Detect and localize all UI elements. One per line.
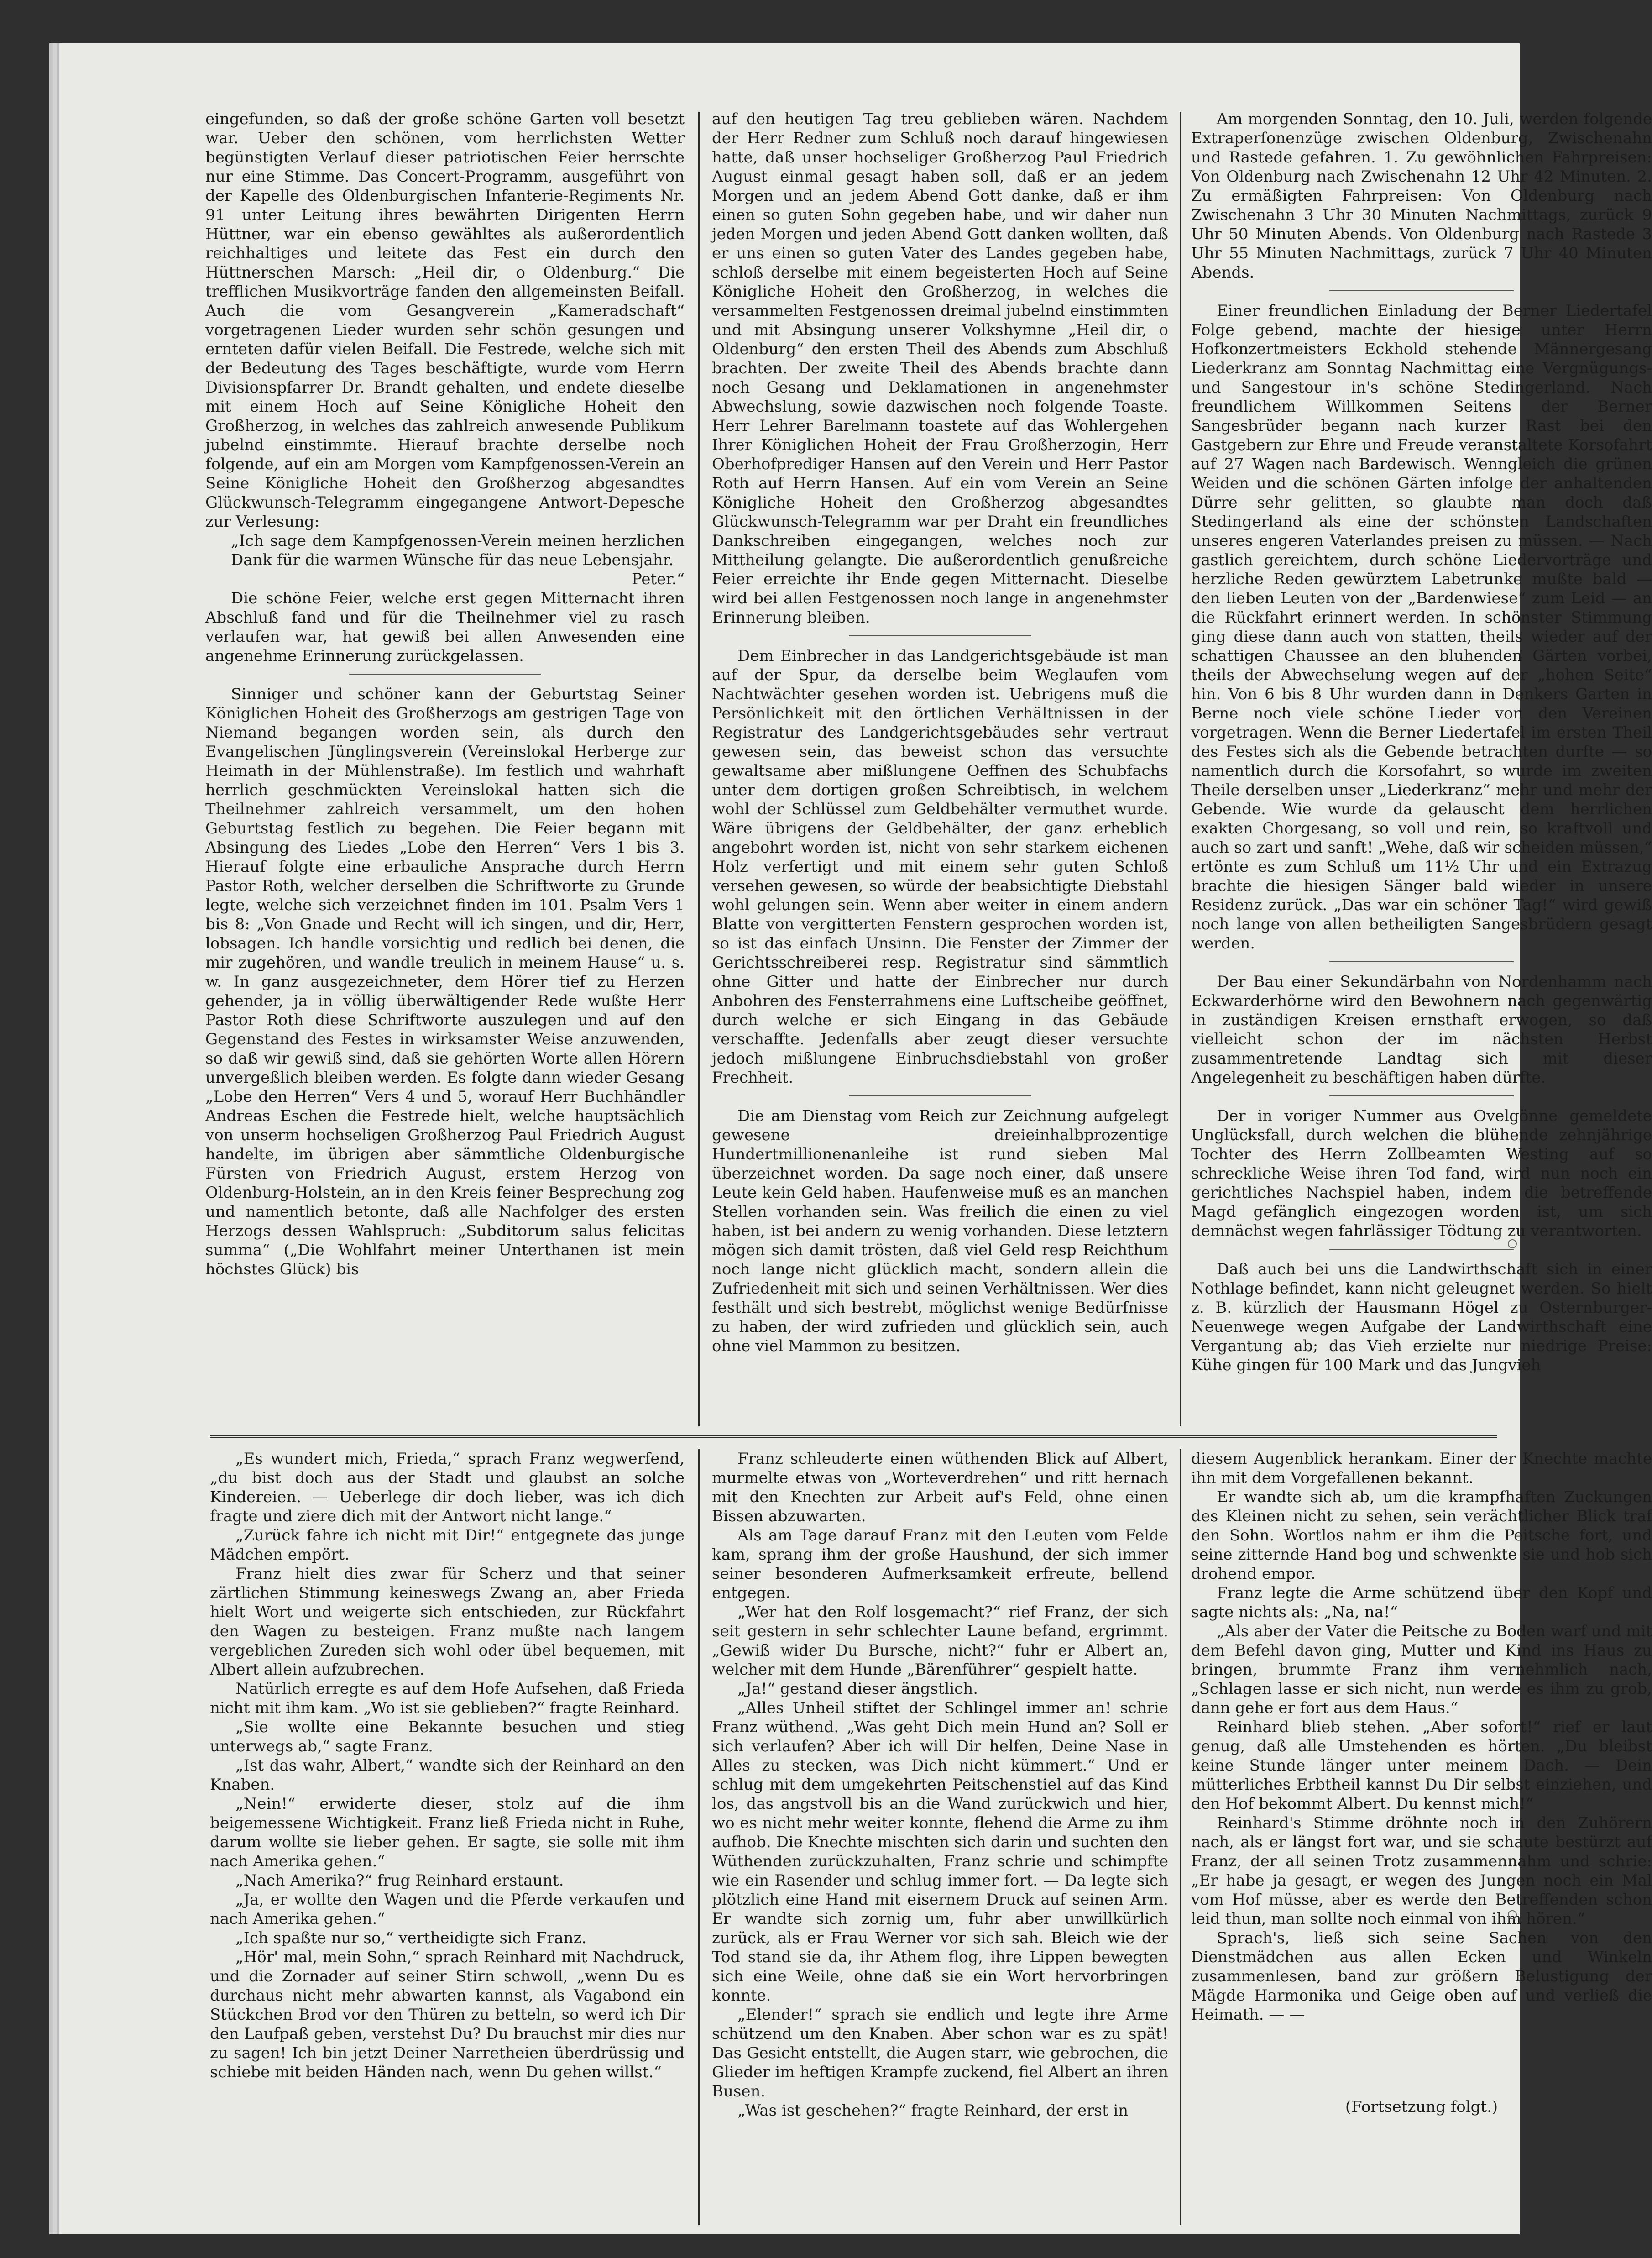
story-paragraph: Reinhard's Stimme dröhnte noch in den Zuhörern nach, als er längst fort war, und sie schaute bestürzt auf Franz, der all seinen Trotz zusammennahm und schrie: „Er habe ja gesagt, er wegen des Jungen noch ein Mal vom Hof müsse, aber es werde den Betreffenden schon leid thun, man sollte noch einmal von ihm hören.“ (1191, 1814, 1652, 1928)
story-paragraph: „Elender!“ sprach sie endlich und legte ihre Arme schützend um den Knaben. Aber schon war es zu spät! Das Gesicht entstellt, die Augen starr, wie gebrochen, die Glieder im heftigen Krampfe zuckend, fiel Albert an ihren Busen. (712, 2006, 1168, 2101)
news-paragraph: Daß auch bei uns die Landwirthschaft sich in einer Nothlage befindet, kann nicht geleugnet werden. So hielt z. B. kürzlich der Hausmann Högel zu Osternburger-Neuenwege wegen Aufgabe der Landwirthschaft eine Vergantung ab; das Vieh erzielte nur niedrige Preise: Kühe gingen für 100 Mark und das Jungvieh (1191, 1260, 1652, 1374)
article-divider (849, 1095, 1031, 1096)
story-paragraph: „Hör' mal, mein Sohn,“ sprach Reinhard mit Nachdruck, und die Zornader auf seiner Stirn schwoll, „wenn Du es durchaus nicht mehr abwarten kannst, als Vagabond ein Stückchen Brod vor den Thüren zu betteln, so werd ich Dir den Laufpaß geben, verstehst Du? Du brauchst mir dies nur zu sagen! Ich bin jetzt Deiner Narretheien überdrüssig und schiebe mit beiden Händen nach, wenn Du gehen willst.“ (210, 1948, 685, 2081)
ring-hole-mark (1508, 1910, 1517, 1919)
story-paragraph: „Sie wollte eine Bekannte besuchen und stieg unterwegs ab,“ sagte Franz. (210, 1718, 685, 1755)
ring-hole-mark (1508, 1239, 1517, 1248)
news-paragraph: Der in voriger Nummer aus Ovelgönne gemeldete Unglücksfall, durch welchen die blühende zehnjährige Tochter des Herrn Zollbeamten Westing auf so schreckliche Weise ihren Tod fand, wird nun noch ein gerichtliches Nachspiel haben, indem die betreffende Magd gefänglich eingezogen worden ist, um sich demnächst wegen fahrlässiger Tödtung zu verantworten. (1191, 1107, 1652, 1240)
telegram-signature: Peter.“ (632, 570, 685, 588)
feuilleton-column-2 (712, 1449, 1168, 2216)
story-paragraph: Natürlich erregte es auf dem Hofe Aufsehen, daß Frieda nicht mit ihm kam. „Wo ist sie geblieben?“ fragte Reinhard. (210, 1680, 685, 1717)
story-paragraph: „Was ist geschehen?“ fragte Reinhard, der erst in (737, 2101, 1129, 2120)
story-paragraph: „Ich spaßte nur so,“ vertheidigte sich Franz. (235, 1929, 587, 1947)
news-paragraph: Am morgenden Sonntag, den 10. Juli, werden folgende Extraperſonenzüge zwischen Oldenburg, Zwischenahn und Rastede gefahren. 1. Zu gewöhnlichen Fahrpreisen: Von Oldenburg nach Zwischenahn 12 Uhr 42 Minuten. 2. Zu ermäßigten Fahrpreisen: Von Oldenburg nach Zwischenahn 3 Uhr 30 Minuten Nachmittags, zurück 9 Uhr 50 Minuten Abends. Von Oldenburg nach Rastede 3 Uhr 55 Minuten Nachmittags, zurück 7 Uhr 40 Minuten Abends. (1191, 110, 1652, 282)
article-divider (1329, 290, 1514, 291)
news-paragraph: Der Bau einer Sekundärbahn von Nordenhamm nach Eckwarderhörne wird den Bewohnern nach gegenwärtig in zuständigen Kreisen ernsthaft erwogen, so daß vielleicht schon der im nächsten Herbst zusammentretende Landtag sich mit dieser Angelegenheit zu beschäftigen haben dürfte. (1191, 973, 1652, 1087)
newspaper-page (59, 43, 1652, 2234)
article-divider (1329, 961, 1514, 962)
story-paragraph: „Zurück fahre ich nicht mit Dir!“ entgegnete das junge Mädchen empört. (210, 1526, 685, 1564)
article-divider (1329, 1249, 1514, 1250)
story-paragraph: Als am Tage darauf Franz mit den Leuten vom Felde kam, sprang ihm der große Haushund, der sich immer seiner besonderen Aufmerksamkeit erfreute, bellend entgegen. (712, 1526, 1168, 1602)
story-paragraph: „Ja, er wollte den Wagen und die Pferde verkaufen und nach Amerika gehen.“ (210, 1891, 685, 1928)
news-paragraph: auf den heutigen Tag treu geblieben wären. Nachdem der Herr Redner zum Schluß noch darauf hingewiesen hatte, daß unser hochseliger Großherzog Paul Friedrich August einmal gesagt haben soll, daß er an jedem Morgen und an jedem Abend Gott danke, daß er ihm einen so guten Sohn gegeben habe, und wir daher nun jeden Morgen und jeden Abend Gott danken wollten, daß er uns einen so guten Vater des Landes gegeben habe, schloß derselbe mit einem begeisterten Hoch auf Seine Königliche Hoheit den Großherzog, in welches die versammelten Festgenossen dreimal jubelnd einstimmten und mit Absingung unserer Volkshymne „Heil dir, o Oldenburg“ den ersten Theil des Abends zum Abschluß brachten. Der zweite Theil des Abends brachte dann noch Gesang und Deklamationen in angenehmster Abwechslung, sowie dazwischen noch folgende Toaste. Herr Lehrer Barelmann toastete auf das Wohlergehen Ihrer Königlichen Hoheit der Frau Großherzogin, Herr Oberhofprediger Hansen auf den Verein und Herr Pastor Roth auf Herrn Hansen. Auf ein vom Verein an Seine Königliche Hoheit den Großherzog abgesandtes Glückwunsch-Telegramm war per Draht ein freundliches Dankschreiben eingegangen, welches noch zur Mittheilung gelangte. Die außerordentlich genußreiche Feier erreichte ihr Ende gegen Mitternacht. Dieselbe wird bei allen Festgenossen noch lange in angenehmster Erinnerung bleiben. (712, 110, 1168, 627)
story-paragraph: „Wer hat den Rolf losgemacht?“ rief Franz, der sich seit gestern in sehr schlechter Laune befand, ergrimmt. „Gewiß wider Du Bursche, nicht?“ fuhr er Albert an, welcher mit dem Hunde „Bärenführer“ gespielt hatte. (712, 1603, 1168, 1679)
story-paragraph: „Nach Amerika?“ frug Reinhard erstaunt. (235, 1871, 564, 1890)
story-paragraph: „Nein!“ erwiderte dieser, stolz auf die ihm beigemessene Wichtigkeit. Franz ließ Frieda nicht in Ruhe, darum wollte sie lieber gehen. Er sagte, sie solle mit ihm nach Amerika gehen.“ (210, 1795, 685, 1870)
news-paragraph: eingefunden, so daß der große schöne Garten voll besetzt war. Ueber den schönen, vom herrlichsten Wetter begünstigten Verlauf dieser patriotischen Feier herrschte nur eine Stimme. Das Concert-Programm, ausgeführt von der Kapelle des Oldenburgischen Infanterie-Regiments Nr. 91 unter Leitung ihres bewährten Dirigenten Herrn Hüttner, war ein ebenso gewähltes als außerordentlich reichhaltiges und leitete das Fest ein durch den Hüttnerschen Marsch: „Heil dir, o Oldenburg.“ Die trefflichen Musikvorträge fanden den allgemeinsten Beifall. Auch die vom Gesangverein „Kameradschaft“ vorgetragenen Lieder wurden sehr schön gesungen und ernteten dafür vielen Beifall. Die Festrede, welche sich mit der Bedeutung des Tages beschäftigte, wurde vom Herrn Divisionspfarrer Dr. Brandt gehalten, und endete dieselbe mit einem Hoch auf Seine Königliche Hoheit den Großherzog, in welches das zahlreich anwesende Publikum jubelnd einstimmte. Hierauf brachte derselbe noch folgende, auf ein am Morgen vom Kampfgenossen-Verein an Seine Königliche Hoheit den Großherzog abgesandtes Glückwunsch-Telegramm eingegangene Antwort-Depesche zur Verlesung: (205, 110, 685, 531)
feuilleton-column-3 (1191, 1449, 1652, 2216)
news-paragraph: Einer freundlichen Einladung der Berner Liedertafel Folge gebend, machte der hiesige unter Herrn Hofkonzertmeisters Eckhold stehende Männergesang Liederkranz am Sonntag Nachmittag eine Vergnügungs- und Sangestour in's schöne Stedingerland. Nach freundlichem Willkommen Seitens der Berner Sangesbrüder begann nach kurzer Rast bei den Gastgebern zur Ehre und Freude veranstaltete Korsofahrt auf 27 Wagen nach Bardewisch. Wenngleich die grünen Weiden und die schönen Gärten infolge der anhaltenden Dürre sehr gelitten, so glaubte man doch daß Stedingerland als eine der schönsten Landschaften unseres engeren Vaterlandes preisen zu müssen. — Nach gastlich gereichtem, durch schöne Liedervorträge und herzliche Reden gewürztem Labetrunke mußte bald — den lieben Leuten von der „Bardenwiese“ zum Leid — an die Rückfahrt erinnert werden. In schönster Stimmung ging diese dann auch von statten, theils wieder auf der schattigen Chaussee an den bluhenden Gärten vorbei, theils der Abwechselung wegen auf der „hohen Seite“ hin. Von 6 bis 8 Uhr wurden dann in Denkers Garten in Berne noch viele schöne Lieder von den Vereinen vorgetragen. Wenn die Berner Liedertafel im ersten Theil des Festes sich als die Gebende betrachten durfte — so namentlich durch die Korsofahrt, so wurde im zweiten Theile derselben unser „Liederkranz“ mehr und mehr der Gebende. Wie wurde da gelauscht dem herrlichen exakten Chorgesang, so voll und rein, so kraftvoll und auch so zart und sanft! „Wehe, daß wir scheiden müssen,“ ertönte es zum Schluß um 11½ Uhr und ein Extrazug brachte die hiesigen Sänger bald wieder in unsere Residenz zurück. „Das war ein schöner Tag!“ wird gewiß noch lange von allen betheiligten Sangesbrüdern gesagt werden. (1191, 302, 1652, 953)
story-paragraph: Reinhard blieb stehen. „Aber sofort!“ rief er laut genug, daß alle Umstehenden es hörten. „Du bleibst keine Stunde länger unter meinem Dach. — Dein mütterliches Erbtheil kannst Du Dir selbst einziehen, und den Hof bekommt Albert. Du kennst mich!“ (1191, 1718, 1652, 1813)
news-column-1 (205, 110, 685, 1420)
story-paragraph: „Als aber der Vater die Peitsche zu Boden warf und mit dem Befehl davon ging, Mutter und Kind ins Haus zu bringen, brummte Franz ihm vernehmlich nach, „Schlagen lasse er sich nicht, nun werde es ihm zu grob, dann gehe er fort aus dem Haus.“ (1191, 1622, 1652, 1717)
news-column-2 (712, 110, 1168, 1420)
column-rule (698, 112, 700, 1426)
story-paragraph: Franz schleuderte einen wüthenden Blick auf Albert, murmelte etwas von „Worteverdrehen“ und ritt hernach mit den Knechten zur Arbeit auf's Feld, ohne einen Bissen abzuwarten. (712, 1450, 1168, 1525)
column-rule (1180, 112, 1181, 1426)
feuilleton-separator (210, 1435, 1497, 1438)
article-divider (349, 674, 541, 675)
story-paragraph: Sprach's, ließ sich seine Sachen von den Dienstmädchen aus allen Ecken und Winkeln zusammenlesen, band zur größern Belustigung der Mägde Harmonika und Geige oben auf und verließ die Heimath. — — (1191, 1929, 1652, 2024)
column-rule (698, 1449, 700, 2225)
news-paragraph: Die am Dienstag vom Reich zur Zeichnung aufgelegt gewesene dreieinhalbprozentige Hundertmillionenanleihe ist rund sieben Mal überzeichnet worden. Da sage noch einer, daß unsere Leute kein Geld haben. Haufenweise muß es an manchen Stellen vorhanden sein. Was freilich die einen zu viel haben, ist bei andern zu wenig vorhanden. Diese letztern mögen sich damit trösten, daß viel Geld resp Reichthum noch lange nicht glücklich macht, sondern allein die Zufriedenheit mit sich und seinen Verhältnissen. Wer dies festhält und sich bestrebt, möglichst wenige Bedürfnisse zu haben, der wird zufrieden und glücklich sein, auch ohne viel Mammon zu besitzen. (712, 1107, 1168, 1355)
story-paragraph: Er wandte sich ab, um die krampfhaften Zuckungen des Kleinen nicht zu sehen, sein verächtlicher Blick traf den Sohn. Wortlos nahm er ihm die Peitsche fort, und seine zitternde Hand bog und schwenkte sie und hob sich drohend empor. (1191, 1488, 1652, 1583)
news-paragraph: Dem Einbrecher in das Landgerichtsgebäude ist man auf der Spur, da derselbe beim Weglaufen vom Nachtwächter gesehen worden ist. Uebrigens muß die Persönlichkeit mit den örtlichen Verhältnissen in der Registratur des Landgerichtsgebäudes sehr vertraut gewesen sein, das beweist schon das versuchte gewaltsame aber mißlungene Oeffnen des Schubfachs unter dem dortigen großen Schreibtisch, in welchem wohl der Schlüssel zum Geldbehälter vermuthet wurde. Wäre übrigens der Geldbehälter, der ganz erheblich angebohrt worden ist, nicht von sehr starkem eichenen Holz verfertigt und mit einem sehr guten Schloß versehen gewesen, so würde der beabsichtigte Diebstahl wohl gelungen sein. Wenn aber weiter in einem andern Blatte von vergitterten Fenstern gesprochen worden ist, so ist das einfach Unsinn. Die Fenster der Zimmer der Gerichtsschreiberei resp. Registratur sind sämmtlich ohne Gitter und hatte der Einbrecher nur durch Anbohren des Fensterrahmens eine Luftscheibe geöffnet, durch welche er sich Eingang in das Gebäude verschaffte. Jedenfalls aber zeugt dieser versuchte jedoch mißlungene Einbruchsdiebstahl von großer Frechheit. (712, 647, 1168, 1087)
continuation-note: (Fortsetzung folgt.) (1345, 2098, 1498, 2116)
story-paragraph: Franz legte die Arme schützend über den Kopf und sagte nichts als: „Na, na!“ (1191, 1584, 1652, 1621)
article-divider (849, 635, 1031, 636)
story-paragraph: „Es wundert mich, Frieda,“ sprach Franz wegwerfend, „du bist doch aus der Stadt und glaubst an solche Kindereien. — Ueberlege dir doch lieber, was ich dich fragte und ziere dich mit der Antwort nicht lange.“ (210, 1450, 685, 1525)
news-paragraph: Die schöne Feier, welche erst gegen Mitternacht ihren Abschluß fand und für die Theilnehmer viel zu rasch verlaufen war, hat gewiß bei allen Anwesenden eine angenehme Erinnerung zurückgelassen. (205, 589, 685, 665)
story-paragraph: diesem Augenblick herankam. Einer der Knechte machte ihn mit dem Vorgefallenen bekannt. (1191, 1450, 1652, 1487)
story-paragraph: „Ist das wahr, Albert,“ wandte sich der Reinhard an den Knaben. (210, 1756, 685, 1794)
column-rule (1180, 1449, 1181, 2225)
news-column-3 (1191, 110, 1652, 1420)
story-paragraph: Franz hielt dies zwar für Scherz und that seiner zärtlichen Stimmung keineswegs Zwang an, aber Frieda hielt Wort und weigerte sich entschieden, zur Rückfahrt den Wagen zu besteigen. Franz mußte nach langem vergeblichen Zureden sich wohl oder übel bequemen, mit Albert allein aufzubrechen. (210, 1565, 685, 1679)
story-paragraph: „Alles Unheil stiftet der Schlingel immer an! schrie Franz wüthend. „Was geht Dich mein Hund an? Soll er sich verlaufen? Aber ich will Dir helfen, Deine Nase in Alles zu stecken, was Dich nicht kümmert.“ Und er schlug mit dem umgekehrten Peitschenstiel auf das Kind los, das angstvoll bis an die Wand zurückwich und hier, wo es nicht mehr weiter konnte, flehend die Arme zu ihm aufhob. Die Knechte mischten sich darin und suchten den Wüthenden zurückzuhalten, Franz schrie und schimpfte wie ein Rasender und schlug immer fort. — Da legte sich plötzlich eine Hand mit eisernem Druck auf seinen Arm. Er wandte sich zornig um, fuhr aber unwillkürlich zurück, als er Frau Werner vor sich sah. Bleich wie der Tod stand sie da, ihr Athem flog, ihre Lippen bewegten sich eine Weile, ohne daß sie ein Wort hervorbringen konnte. (712, 1699, 1168, 2005)
telegram-quote: „Ich sage dem Kampfgenossen-Verein meinen herzlichen Dank für die warmen Wünsche für das neue Lebensjahr. (231, 532, 685, 569)
news-paragraph: Sinniger und schöner kann der Geburtstag Seiner Königlichen Hoheit des Großherzogs am gestrigen Tage von Niemand begangen worden sein, als durch den Evangelischen Jünglingsverein (Vereinslokal Herberge zur Heimath in der Mühlenstraße). Im festlich und wahrhaft herrlich geschmückten Vereinslokal hatten sich die Theilnehmer zahlreich versammelt, um den hohen Geburtstag festlich zu begehen. Die Feier begann mit Absingung des Liedes „Lobe den Herren“ Vers 1 bis 3. Hierauf folgte eine erbauliche Ansprache durch Herrn Pastor Roth, welcher derselben die Schriftworte zu Grunde legte, welche sich verzeichnet finden im 101. Psalm Vers 1 bis 8: „Von Gnade und Recht will ich singen, und dir, Herr, lobsagen. Ich handle vorsichtig und redlich bei denen, die mir zugehören, und wandle treulich in meinem Hause“ u. s. w. In ganz ausgezeichneter, dem Hörer tief zu Herzen gehender, ja in völlig überwältigender Rede wußte Herr Pastor Roth diese Schriftworte auszulegen und auf den Gegenstand des Festes in wirksamster Weise anzuwenden, so daß wir gewiß sind, daß sie gehörten Worte allen Hörern unvergeßlich bleiben werden. Es folgte dann wieder Gesang „Lobe den Herren“ Vers 4 und 5, worauf Herr Buchhändler Andreas Eschen die Festrede hielt, welche hauptsächlich von unserm hochseligen Großherzog Paul Friedrich August handelte, im übrigen aber sämmtliche Oldenburgische Fürsten von Friedrich August, erstem Herzog von Oldenburg-Holstein, an in den Kreis feiner Besprechung zog und namentlich betonte, daß alle Nachfolger des ersten Herzogs dessen Wahlspruch: „Subditorum salus felicitas summa“ („Die Wohlfahrt meiner Unterthanen ist mein höchstes Glück) bis (205, 685, 685, 1278)
article-divider (1329, 1095, 1514, 1096)
feuilleton-column-1 (210, 1449, 685, 2216)
story-paragraph: „Ja!“ gestand dieser ängstlich. (737, 1680, 978, 1698)
